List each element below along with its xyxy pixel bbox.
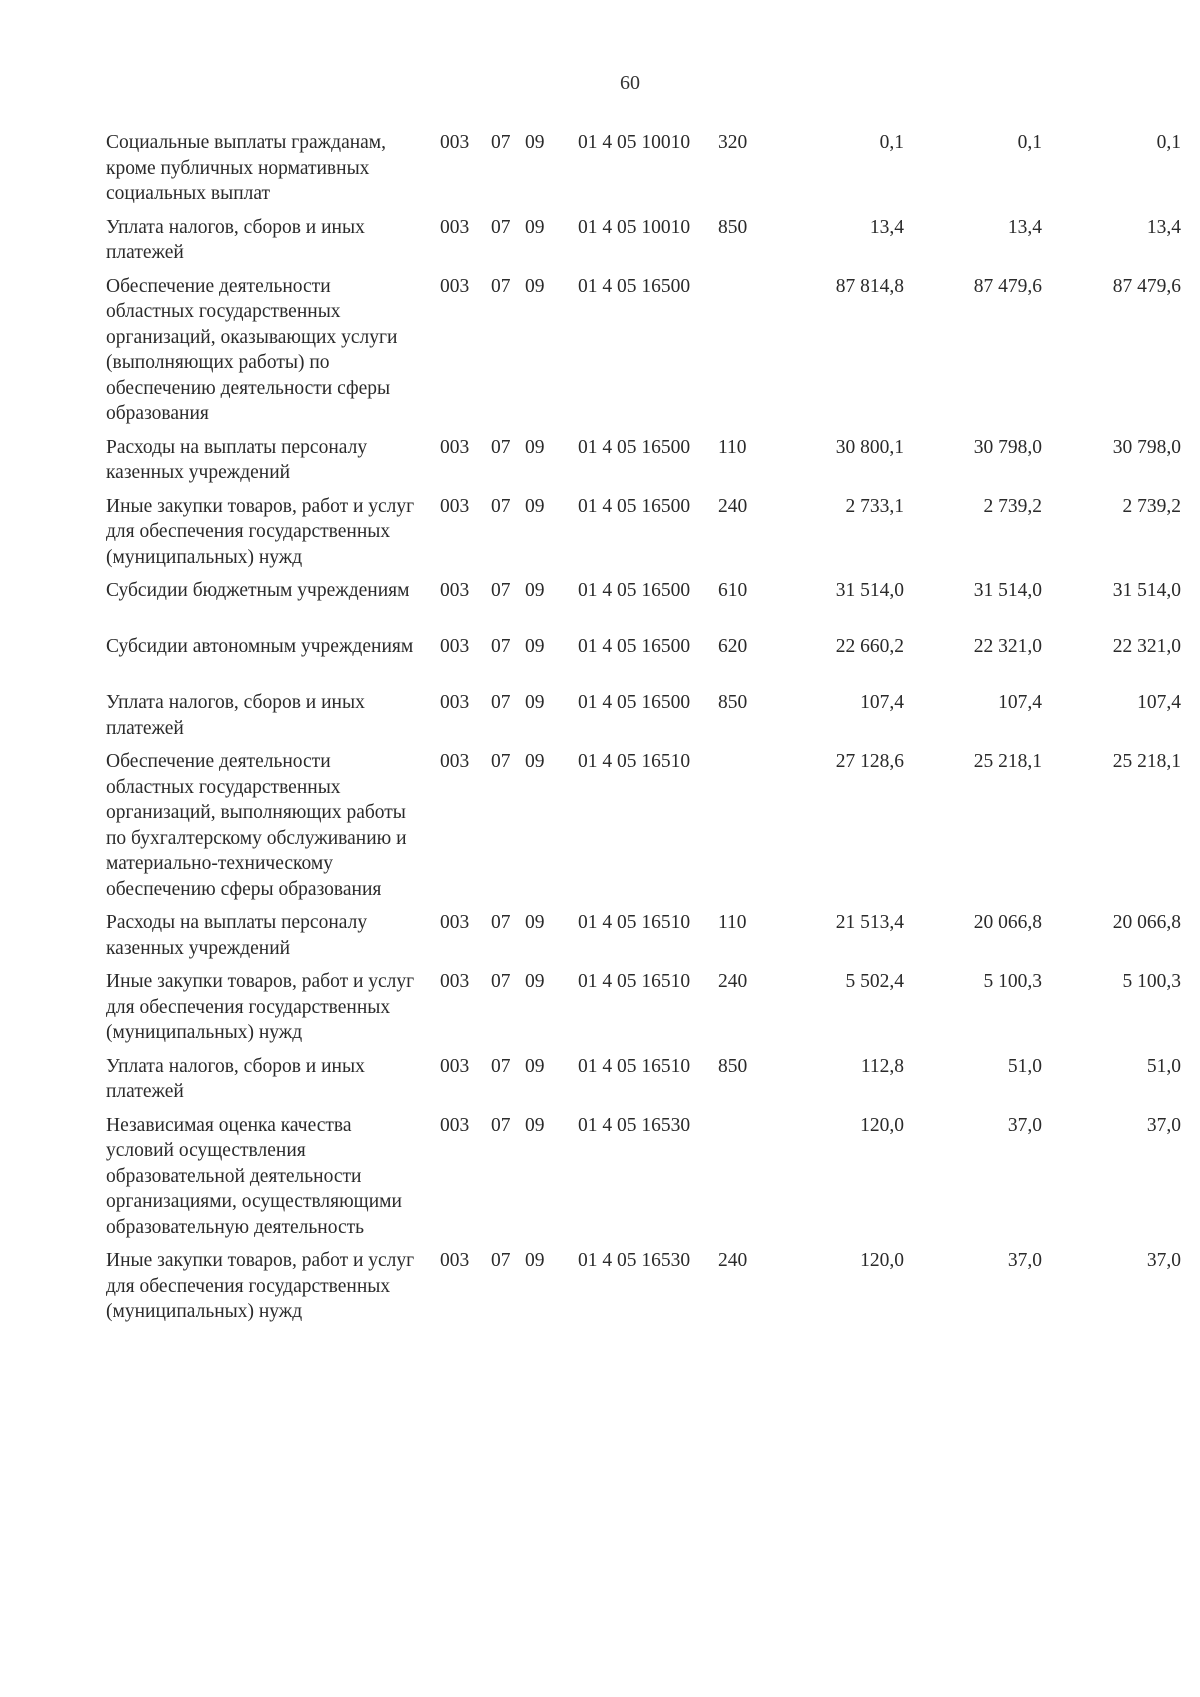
expense-type-code: 240 bbox=[718, 495, 748, 517]
row-description: Иные закупки товаров, работ и услуг для обеспечения государственных (муниципальных) нужд bbox=[106, 971, 415, 1043]
page-number: 60 bbox=[620, 72, 640, 94]
table-row bbox=[106, 1248, 1181, 1325]
department-code: 003 bbox=[440, 692, 470, 713]
amount-year-1: 30 800,1 bbox=[835, 436, 904, 458]
department-code: 003 bbox=[440, 971, 470, 992]
department-code: 003 bbox=[440, 912, 470, 933]
section-code: 07 bbox=[491, 692, 511, 713]
section-code: 07 bbox=[491, 275, 511, 297]
row-description: Иные закупки товаров, работ и услуг для обеспечения государственных (муниципальных) нужд bbox=[106, 495, 415, 568]
amount-year-2: 25 218,1 bbox=[973, 751, 1042, 772]
table-row bbox=[106, 634, 1181, 682]
section-code: 07 bbox=[491, 1114, 511, 1136]
expense-type-code: 850 bbox=[718, 1055, 748, 1077]
target-item-code: 01 4 05 16500 bbox=[578, 580, 691, 601]
section-code: 07 bbox=[491, 216, 511, 238]
target-item-code: 01 4 05 16510 bbox=[578, 912, 691, 933]
section-code: 07 bbox=[491, 971, 511, 992]
amount-year-1: 120,0 bbox=[860, 1114, 904, 1136]
row-description: Обеспечение деятельности областных государственных организаций, оказывающих услуги (выполняющих работы) по обеспечению деятельности сферы образования bbox=[106, 275, 398, 424]
amount-year-2: 2 739,2 bbox=[983, 495, 1042, 517]
section-code: 07 bbox=[491, 1055, 511, 1077]
amount-year-3: 25 218,1 bbox=[1112, 751, 1181, 772]
amount-year-3: 30 798,0 bbox=[1112, 436, 1181, 458]
subsection-code: 09 bbox=[525, 1114, 545, 1136]
expense-type-code: 240 bbox=[718, 971, 748, 992]
amount-year-3: 87 479,6 bbox=[1112, 275, 1181, 297]
row-description: Уплата налогов, сборов и иных платежей bbox=[106, 216, 365, 263]
row-description: Независимая оценка качества условий осуществления образовательной деятельности организациями, осуществляющими образовательную деятельность bbox=[106, 1114, 402, 1238]
amount-year-1: 2 733,1 bbox=[845, 495, 904, 517]
expense-type-code: 850 bbox=[718, 216, 748, 238]
amount-year-2: 30 798,0 bbox=[973, 436, 1042, 458]
target-item-code: 01 4 05 16500 bbox=[578, 692, 691, 713]
amount-year-1: 27 128,6 bbox=[835, 751, 904, 772]
amount-year-1: 112,8 bbox=[860, 1055, 904, 1077]
subsection-code: 09 bbox=[525, 275, 545, 297]
subsection-code: 09 bbox=[525, 580, 545, 601]
department-code: 003 bbox=[440, 1250, 470, 1271]
amount-year-1: 31 514,0 bbox=[835, 580, 904, 601]
section-code: 07 bbox=[491, 751, 511, 772]
amount-year-1: 107,4 bbox=[860, 692, 904, 713]
department-code: 003 bbox=[440, 1114, 470, 1136]
amount-year-1: 0,1 bbox=[879, 132, 904, 153]
section-code: 07 bbox=[491, 495, 511, 517]
amount-year-2: 37,0 bbox=[1007, 1250, 1042, 1271]
amount-year-1: 22 660,2 bbox=[835, 636, 904, 657]
table-row bbox=[106, 969, 1181, 1046]
department-code: 003 bbox=[440, 636, 470, 657]
target-item-code: 01 4 05 16530 bbox=[578, 1114, 691, 1136]
row-description: Уплата налогов, сборов и иных платежей bbox=[106, 692, 365, 739]
table-row bbox=[106, 1113, 1181, 1241]
amount-year-3: 107,4 bbox=[1137, 692, 1181, 713]
department-code: 003 bbox=[440, 751, 470, 772]
target-item-code: 01 4 05 16500 bbox=[578, 275, 691, 297]
amount-year-1: 5 502,4 bbox=[845, 971, 904, 992]
amount-year-3: 37,0 bbox=[1146, 1114, 1181, 1136]
subsection-code: 09 bbox=[525, 436, 545, 458]
amount-year-3: 22 321,0 bbox=[1112, 636, 1181, 657]
target-item-code: 01 4 05 16500 bbox=[578, 495, 691, 517]
target-item-code: 01 4 05 16510 bbox=[578, 751, 691, 772]
target-item-code: 01 4 05 10010 bbox=[578, 132, 691, 153]
amount-year-3: 13,4 bbox=[1146, 216, 1181, 238]
amount-year-3: 0,1 bbox=[1156, 132, 1181, 153]
amount-year-2: 5 100,3 bbox=[983, 971, 1042, 992]
amount-year-2: 37,0 bbox=[1007, 1114, 1042, 1136]
target-item-code: 01 4 05 16500 bbox=[578, 436, 691, 458]
amount-year-2: 51,0 bbox=[1007, 1055, 1042, 1077]
table-row bbox=[106, 578, 1181, 626]
section-code: 07 bbox=[491, 636, 511, 657]
section-code: 07 bbox=[491, 436, 511, 458]
table-row bbox=[106, 494, 1181, 571]
expense-type-code: 620 bbox=[718, 636, 748, 657]
target-item-code: 01 4 05 16500 bbox=[578, 636, 691, 657]
department-code: 003 bbox=[440, 436, 470, 458]
expense-type-code: 610 bbox=[718, 580, 748, 601]
row-description: Иные закупки товаров, работ и услуг для обеспечения государственных (муниципальных) нужд bbox=[106, 1250, 415, 1322]
subsection-code: 09 bbox=[525, 912, 545, 933]
amount-year-2: 87 479,6 bbox=[973, 275, 1042, 297]
amount-year-3: 2 739,2 bbox=[1122, 495, 1181, 517]
row-description: Субсидии бюджетным учреждениям bbox=[106, 580, 410, 601]
row-description: Обеспечение деятельности областных государственных организаций, выполняющих работы по бухгалтерскому обслуживанию и материально-техническому обеспечению сферы образования bbox=[106, 751, 407, 900]
amount-year-2: 107,4 bbox=[998, 692, 1042, 713]
subsection-code: 09 bbox=[525, 692, 545, 713]
row-description: Субсидии автономным учреждениям bbox=[106, 636, 414, 657]
table-row bbox=[106, 690, 1181, 741]
target-item-code: 01 4 05 10010 bbox=[578, 216, 691, 238]
budget-table bbox=[106, 130, 1181, 1333]
section-code: 07 bbox=[491, 1250, 511, 1271]
subsection-code: 09 bbox=[525, 132, 545, 153]
amount-year-2: 0,1 bbox=[1017, 132, 1042, 153]
table-row bbox=[106, 130, 1181, 207]
amount-year-3: 37,0 bbox=[1146, 1250, 1181, 1271]
amount-year-2: 13,4 bbox=[1007, 216, 1042, 238]
subsection-code: 09 bbox=[525, 636, 545, 657]
table-row bbox=[106, 910, 1181, 961]
department-code: 003 bbox=[440, 216, 470, 238]
amount-year-1: 21 513,4 bbox=[835, 912, 904, 933]
department-code: 003 bbox=[440, 1055, 470, 1077]
department-code: 003 bbox=[440, 495, 470, 517]
expense-type-code: 850 bbox=[718, 692, 748, 713]
row-description: Расходы на выплаты персоналу казенных учреждений bbox=[106, 912, 368, 959]
row-description: Уплата налогов, сборов и иных платежей bbox=[106, 1055, 365, 1102]
section-code: 07 bbox=[491, 912, 511, 933]
section-code: 07 bbox=[491, 580, 511, 601]
subsection-code: 09 bbox=[525, 216, 545, 238]
amount-year-3: 51,0 bbox=[1146, 1055, 1181, 1077]
amount-year-3: 31 514,0 bbox=[1112, 580, 1181, 601]
subsection-code: 09 bbox=[525, 971, 545, 992]
table-row bbox=[106, 749, 1181, 902]
target-item-code: 01 4 05 16510 bbox=[578, 971, 691, 992]
amount-year-2: 31 514,0 bbox=[973, 580, 1042, 601]
amount-year-3: 20 066,8 bbox=[1112, 912, 1181, 933]
table-row bbox=[106, 435, 1181, 486]
subsection-code: 09 bbox=[525, 751, 545, 772]
expense-type-code: 110 bbox=[718, 436, 747, 458]
amount-year-1: 120,0 bbox=[860, 1250, 904, 1271]
table-row bbox=[106, 215, 1181, 266]
amount-year-2: 22 321,0 bbox=[973, 636, 1042, 657]
section-code: 07 bbox=[491, 132, 511, 153]
row-description: Расходы на выплаты персоналу казенных учреждений bbox=[106, 436, 368, 483]
amount-year-3: 5 100,3 bbox=[1122, 971, 1181, 992]
expense-type-code: 110 bbox=[718, 912, 747, 933]
expense-type-code: 320 bbox=[718, 132, 748, 153]
department-code: 003 bbox=[440, 580, 470, 601]
row-description: Социальные выплаты гражданам, кроме публичных нормативных социальных выплат bbox=[106, 132, 387, 204]
target-item-code: 01 4 05 16530 bbox=[578, 1250, 691, 1271]
expense-type-code: 240 bbox=[718, 1250, 748, 1271]
subsection-code: 09 bbox=[525, 1250, 545, 1271]
table-row bbox=[106, 274, 1181, 427]
target-item-code: 01 4 05 16510 bbox=[578, 1055, 691, 1077]
subsection-code: 09 bbox=[525, 1055, 545, 1077]
amount-year-1: 13,4 bbox=[869, 216, 904, 238]
subsection-code: 09 bbox=[525, 495, 545, 517]
amount-year-1: 87 814,8 bbox=[835, 275, 904, 297]
amount-year-2: 20 066,8 bbox=[973, 912, 1042, 933]
table-row bbox=[106, 1054, 1181, 1105]
department-code: 003 bbox=[440, 275, 470, 297]
department-code: 003 bbox=[440, 132, 470, 153]
